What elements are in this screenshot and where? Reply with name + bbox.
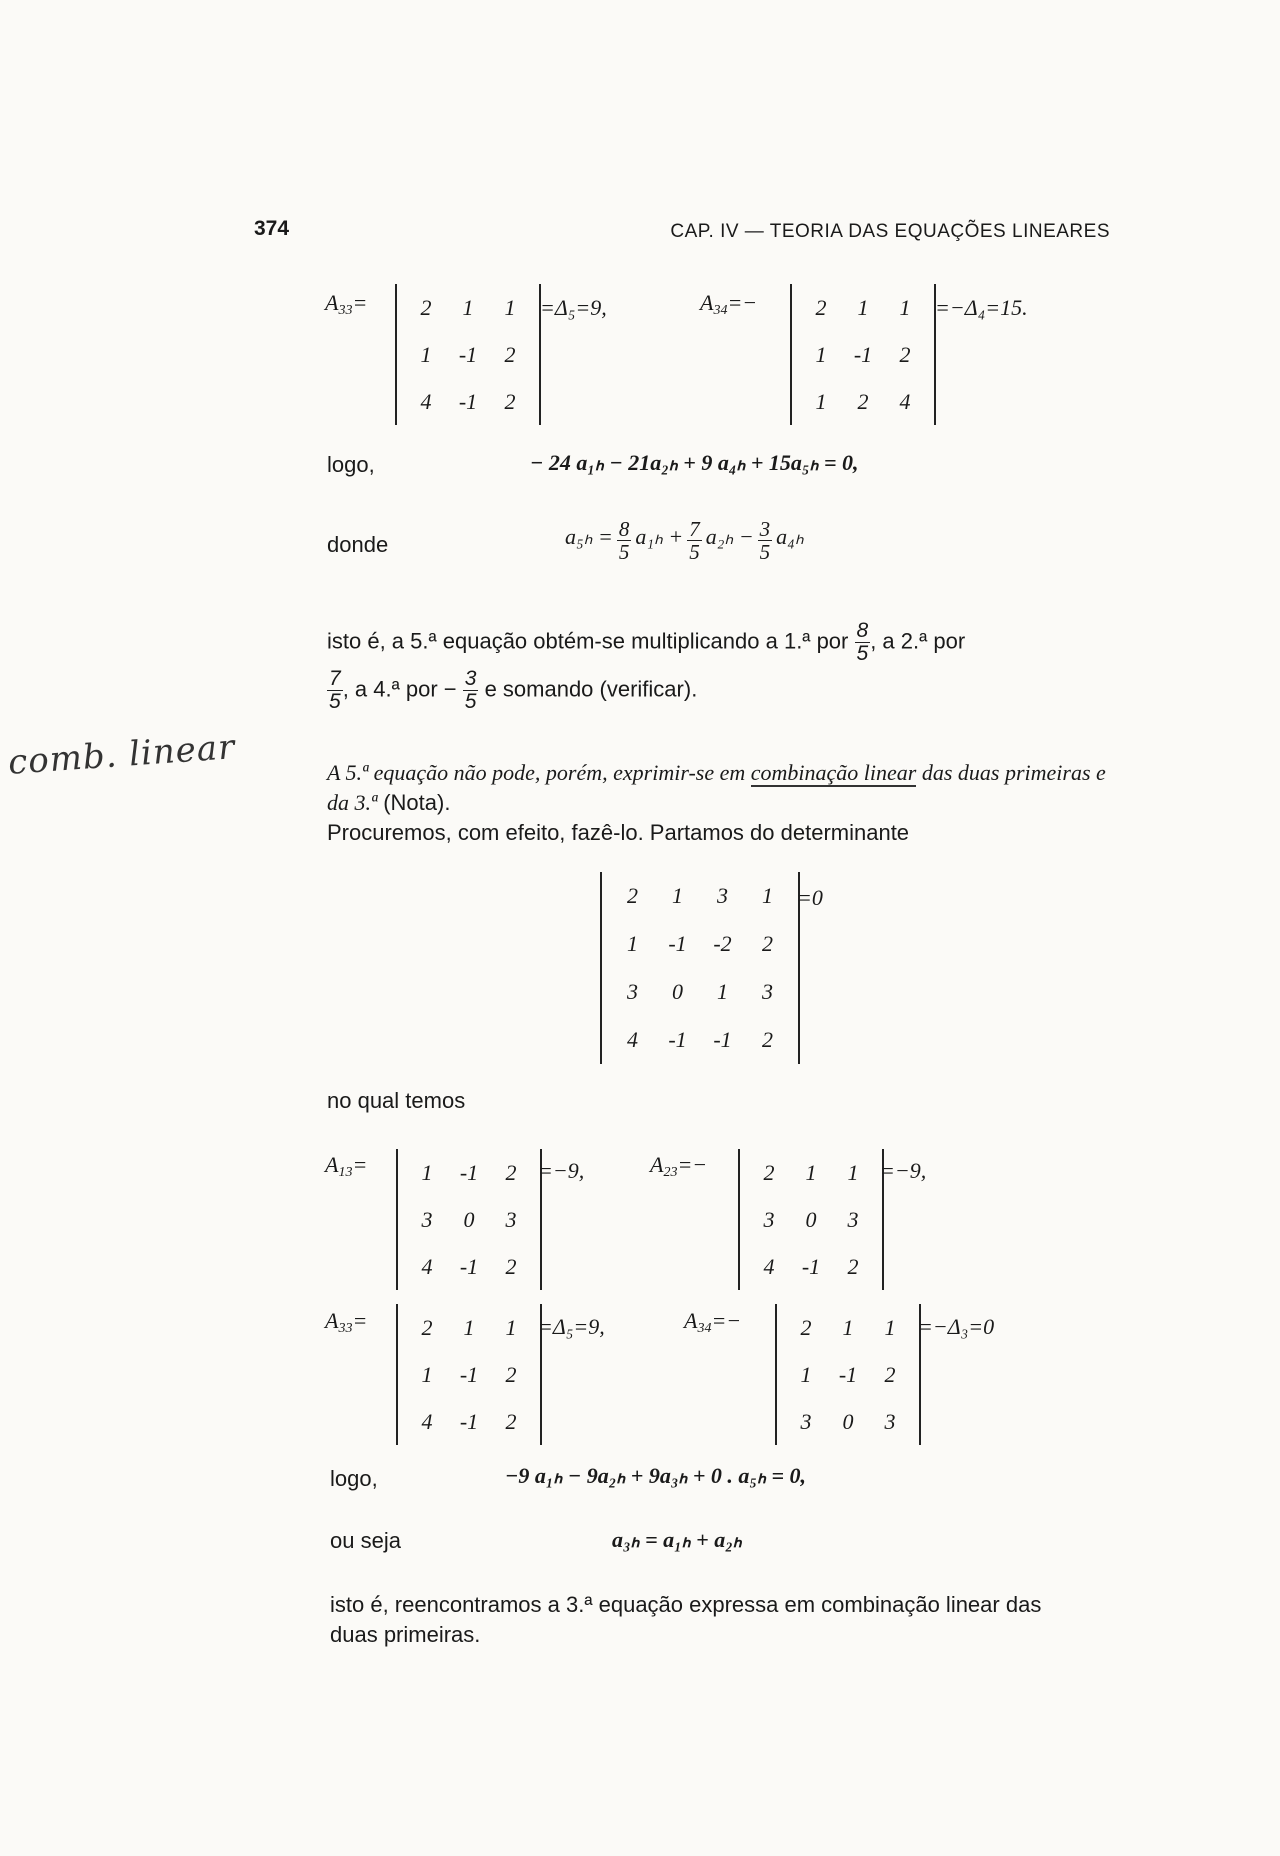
frac-den: 5 bbox=[329, 690, 341, 713]
cell: 2 bbox=[899, 341, 911, 367]
cell: 1 bbox=[717, 979, 728, 1004]
label-a: A bbox=[700, 290, 714, 315]
cell: 2 bbox=[504, 341, 516, 367]
label-eq: = bbox=[352, 1308, 368, 1333]
cell: 2 bbox=[505, 1408, 517, 1434]
fraction bbox=[463, 668, 479, 713]
cell: 2 bbox=[505, 1361, 517, 1387]
cell: -1 bbox=[458, 388, 478, 414]
cofactor-a34-1 bbox=[700, 290, 757, 319]
label-a: A bbox=[684, 1308, 698, 1333]
para1-text-c: , a 4.ª por − bbox=[342, 676, 457, 702]
donde-term: a₁ₕ + bbox=[635, 524, 684, 550]
paragraph-2 bbox=[327, 758, 1113, 848]
ou-seja-label: ou seja bbox=[330, 1528, 401, 1553]
para2-italic-2: das duas primeiras e da 3.ª bbox=[327, 760, 1106, 815]
para2-italic-1: A 5.ª equação não pode, porém, exprimir-se em bbox=[327, 760, 751, 785]
label-sub: 34 bbox=[697, 1321, 712, 1337]
cell: 1 bbox=[672, 883, 683, 908]
det-a34-2 bbox=[775, 1304, 921, 1445]
frac-num: 3 bbox=[464, 667, 477, 690]
cell: 3 bbox=[847, 1206, 859, 1232]
cell: 2 bbox=[762, 931, 773, 956]
donde-label: donde bbox=[327, 532, 389, 557]
result-a33-1: =Δ₅=9, bbox=[540, 295, 607, 320]
cofactor-a34-2 bbox=[684, 1308, 741, 1337]
cell: 3 bbox=[763, 1206, 775, 1232]
fraction bbox=[758, 518, 773, 563]
det-table bbox=[748, 1149, 874, 1290]
cell: -1 bbox=[459, 1408, 479, 1434]
det-a33-2 bbox=[396, 1304, 542, 1445]
cell: 2 bbox=[505, 1253, 517, 1279]
big-determinant bbox=[600, 872, 800, 1064]
cell: 3 bbox=[800, 1408, 812, 1434]
label-sub: 13 bbox=[338, 1165, 353, 1181]
cell: 1 bbox=[805, 1159, 817, 1185]
frac-num: 7 bbox=[329, 667, 341, 690]
donde-term: a₄ₕ bbox=[776, 524, 804, 550]
para1-text-d: e somando (verificar). bbox=[484, 676, 698, 702]
result-a13: =−9, bbox=[538, 1158, 585, 1183]
para2-line-3: Procuremos, com efeito, fazê-lo. Partamos do determinante bbox=[327, 820, 910, 845]
label-a: A bbox=[325, 1308, 339, 1333]
cell: 0 bbox=[463, 1206, 475, 1232]
cell: 1 bbox=[815, 341, 827, 367]
frac-num: 3 bbox=[759, 517, 771, 541]
cell: 0 bbox=[672, 979, 683, 1004]
cell: 2 bbox=[627, 883, 638, 908]
cell: 4 bbox=[420, 388, 432, 414]
no-qual-temos: no qual temos bbox=[327, 1088, 466, 1113]
fraction bbox=[687, 518, 702, 563]
result-a34-1: =−Δ₄=15. bbox=[935, 295, 1028, 320]
frac-den: 5 bbox=[856, 642, 869, 665]
fraction bbox=[855, 620, 871, 665]
cell: 1 bbox=[420, 341, 432, 367]
cell: 2 bbox=[847, 1253, 859, 1279]
label-sub: 33 bbox=[338, 1321, 353, 1337]
equation-logo-2: −9 a₁ₕ − 9a₂ₕ + 9a₃ₕ + 0 . a₅ₕ = 0, bbox=[505, 1463, 807, 1488]
cell: 3 bbox=[421, 1206, 433, 1232]
result-a23: =−9, bbox=[880, 1158, 927, 1183]
cell: 2 bbox=[800, 1314, 812, 1340]
label-eq: = bbox=[352, 1152, 368, 1177]
cell: 0 bbox=[805, 1206, 817, 1232]
frac-num: 8 bbox=[856, 619, 869, 642]
cell: 1 bbox=[505, 1314, 517, 1340]
para1-text-b: , a 2.ª por bbox=[870, 628, 966, 654]
cell: 2 bbox=[420, 294, 432, 320]
cell: -1 bbox=[459, 1159, 479, 1185]
cell: 1 bbox=[421, 1361, 433, 1387]
cell: -1 bbox=[668, 1027, 687, 1052]
cofactor-a23 bbox=[650, 1152, 707, 1181]
result-a33-2: =Δ₅=9, bbox=[538, 1314, 605, 1339]
para3-line-1: isto é, reencontramos a 3.ª equação expressa em combinação linear das bbox=[330, 1592, 1042, 1617]
cell: -1 bbox=[853, 341, 873, 367]
det-table bbox=[610, 872, 790, 1064]
cell: 3 bbox=[762, 979, 773, 1004]
label-eq: =− bbox=[711, 1308, 742, 1333]
frac-den: 5 bbox=[464, 690, 477, 713]
para3-line-2: duas primeiras. bbox=[330, 1622, 481, 1647]
cell: 1 bbox=[884, 1314, 896, 1340]
cell: 4 bbox=[899, 388, 911, 414]
paragraph-1-line-1 bbox=[327, 620, 1113, 665]
cell: 1 bbox=[463, 1314, 475, 1340]
cell: 1 bbox=[421, 1159, 433, 1185]
cofactor-a13 bbox=[325, 1152, 367, 1181]
label-a: A bbox=[325, 290, 339, 315]
cell: 1 bbox=[842, 1314, 854, 1340]
cell: -1 bbox=[459, 1253, 479, 1279]
label-a: A bbox=[325, 1152, 339, 1177]
equation-donde bbox=[565, 518, 804, 563]
cell: 2 bbox=[505, 1159, 517, 1185]
cell: -1 bbox=[838, 1361, 858, 1387]
cell: 2 bbox=[857, 388, 869, 414]
cofactor-a33-2 bbox=[325, 1308, 367, 1337]
cell: 3 bbox=[884, 1408, 896, 1434]
cell: 1 bbox=[815, 388, 827, 414]
cell: 2 bbox=[762, 1027, 773, 1052]
label-eq: = bbox=[352, 290, 368, 315]
det-a34-1 bbox=[790, 284, 936, 425]
label-eq: =− bbox=[677, 1152, 708, 1177]
fraction bbox=[617, 518, 632, 563]
det-table bbox=[406, 1149, 532, 1290]
cell: 1 bbox=[627, 931, 638, 956]
cell: 0 bbox=[842, 1408, 854, 1434]
det-table bbox=[405, 284, 531, 425]
underlined-phrase: combinação linear bbox=[750, 760, 917, 785]
cell: 1 bbox=[899, 294, 911, 320]
cell: 1 bbox=[857, 294, 869, 320]
cell: 1 bbox=[800, 1361, 812, 1387]
handwritten-margin-note: comb. linear bbox=[6, 727, 237, 783]
cofactor-a33-1 bbox=[325, 290, 367, 319]
equation-logo-1: − 24 a₁ₕ − 21a₂ₕ + 9 a₄ₕ + 15a₅ₕ = 0, bbox=[530, 450, 859, 475]
cell: -1 bbox=[801, 1253, 821, 1279]
frac-den: 5 bbox=[618, 540, 630, 564]
det-table bbox=[406, 1304, 532, 1445]
cell: -2 bbox=[713, 931, 732, 956]
para1-text-a: isto é, a 5.ª equação obtém-se multiplicando a 1.ª por bbox=[327, 628, 849, 654]
logo-label-2: logo, bbox=[330, 1466, 378, 1491]
cell: 3 bbox=[505, 1206, 517, 1232]
label-sub: 34 bbox=[713, 303, 728, 319]
cell: -1 bbox=[713, 1027, 732, 1052]
cell: 4 bbox=[421, 1253, 433, 1279]
cell: 1 bbox=[504, 294, 516, 320]
paragraph-1-line-2 bbox=[327, 668, 697, 713]
result-a34-2: =−Δ₃=0 bbox=[918, 1314, 995, 1339]
cell: -1 bbox=[668, 931, 687, 956]
cell: 1 bbox=[847, 1159, 859, 1185]
cell: 3 bbox=[627, 979, 638, 1004]
cell: -1 bbox=[458, 341, 478, 367]
donde-lhs: a₅ₕ = bbox=[565, 524, 613, 550]
cell: -1 bbox=[459, 1361, 479, 1387]
equation-ou-seja: a₃ₕ = a₁ₕ + a₂ₕ bbox=[612, 1527, 742, 1552]
frac-num: 7 bbox=[689, 517, 700, 541]
frac-den: 5 bbox=[689, 540, 700, 564]
big-det-result: =0 bbox=[797, 885, 823, 910]
det-table bbox=[800, 284, 926, 425]
fraction bbox=[327, 668, 343, 713]
label-sub: 33 bbox=[338, 303, 353, 319]
cell: 4 bbox=[627, 1027, 638, 1052]
cell: 4 bbox=[421, 1408, 433, 1434]
det-a13 bbox=[396, 1149, 542, 1290]
paragraph-3 bbox=[330, 1590, 1130, 1650]
cell: 2 bbox=[421, 1314, 433, 1340]
cell: 1 bbox=[762, 883, 773, 908]
para2-note: (Nota). bbox=[377, 790, 451, 815]
cell: 2 bbox=[763, 1159, 775, 1185]
label-sub: 23 bbox=[663, 1165, 678, 1181]
label-eq: =− bbox=[727, 290, 758, 315]
page-number: 374 bbox=[254, 217, 290, 240]
cell: 3 bbox=[717, 883, 728, 908]
cell: 4 bbox=[763, 1253, 775, 1279]
cell: 2 bbox=[815, 294, 827, 320]
det-table bbox=[785, 1304, 911, 1445]
det-a23 bbox=[738, 1149, 884, 1290]
frac-num: 8 bbox=[618, 517, 630, 541]
cell: 2 bbox=[884, 1361, 896, 1387]
running-head: CAP. IV — TEORIA DAS EQUAÇÕES LINEARES bbox=[670, 221, 1110, 242]
label-a: A bbox=[650, 1152, 664, 1177]
page-header bbox=[0, 217, 1280, 247]
logo-label-1: logo, bbox=[327, 452, 375, 477]
frac-den: 5 bbox=[759, 540, 771, 564]
cell: 2 bbox=[504, 388, 516, 414]
det-a33-1 bbox=[395, 284, 541, 425]
cell: 1 bbox=[462, 294, 474, 320]
donde-term: a₂ₕ − bbox=[705, 524, 754, 550]
